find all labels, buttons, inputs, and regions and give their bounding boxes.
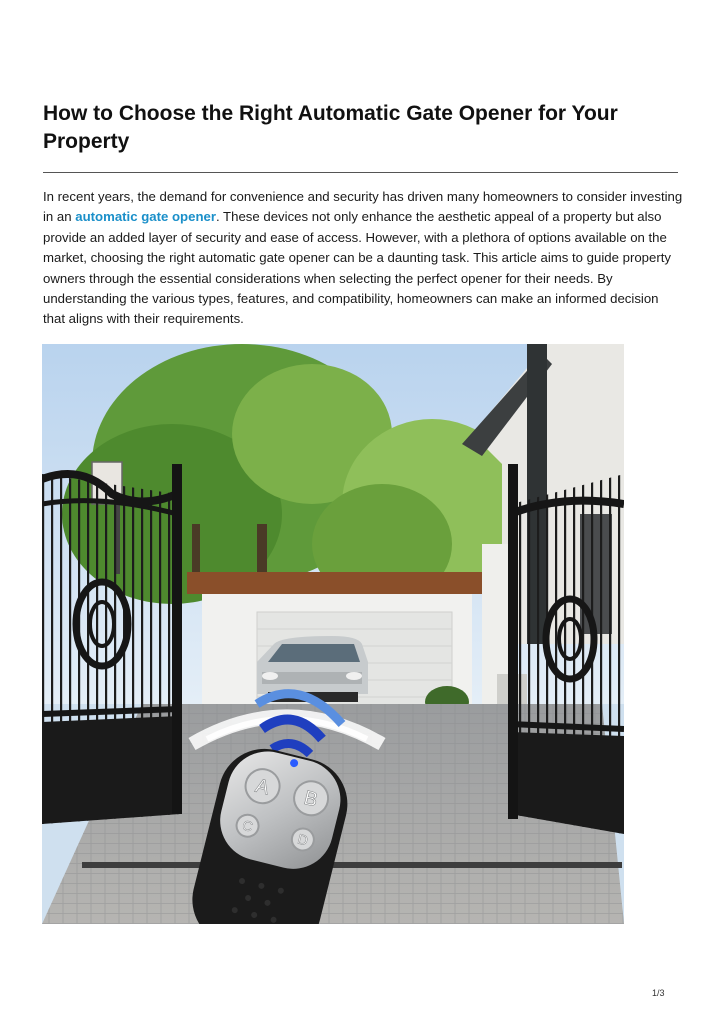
- automatic-gate-opener-link[interactable]: automatic gate opener: [75, 209, 216, 225]
- article-title: How to Choose the Right Automatic Gate Opener for Your Property: [43, 102, 618, 153]
- title-divider: [43, 172, 678, 173]
- right-gate: [508, 464, 624, 834]
- intro-paragraph: [43, 187, 683, 330]
- left-gate: [42, 464, 182, 824]
- svg-text:B: B: [301, 786, 320, 812]
- svg-text:A: A: [253, 774, 272, 800]
- svg-text:D: D: [296, 830, 310, 849]
- page-number: 1/3: [652, 988, 665, 998]
- intro-text-before: In recent years, the demand for convenience and security has driven many homeowners to consider investing in an: [43, 189, 683, 225]
- hero-image-gate-remote: [42, 344, 624, 924]
- intro-text-after: . These devices not only enhance the aesthetic appeal of a property but also provide an added layer of security and ease of access. However, with a plethora of options available on the market, choosing the right automatic gate opener can be a daunting task. This article aims to guide property owners through the essential considerations when selecting the perfect opener for their needs. By understanding the various types, features, and compatibility, homeowners can make an informed decision that aligns with their requirements.: [43, 209, 671, 327]
- svg-text:C: C: [240, 816, 255, 835]
